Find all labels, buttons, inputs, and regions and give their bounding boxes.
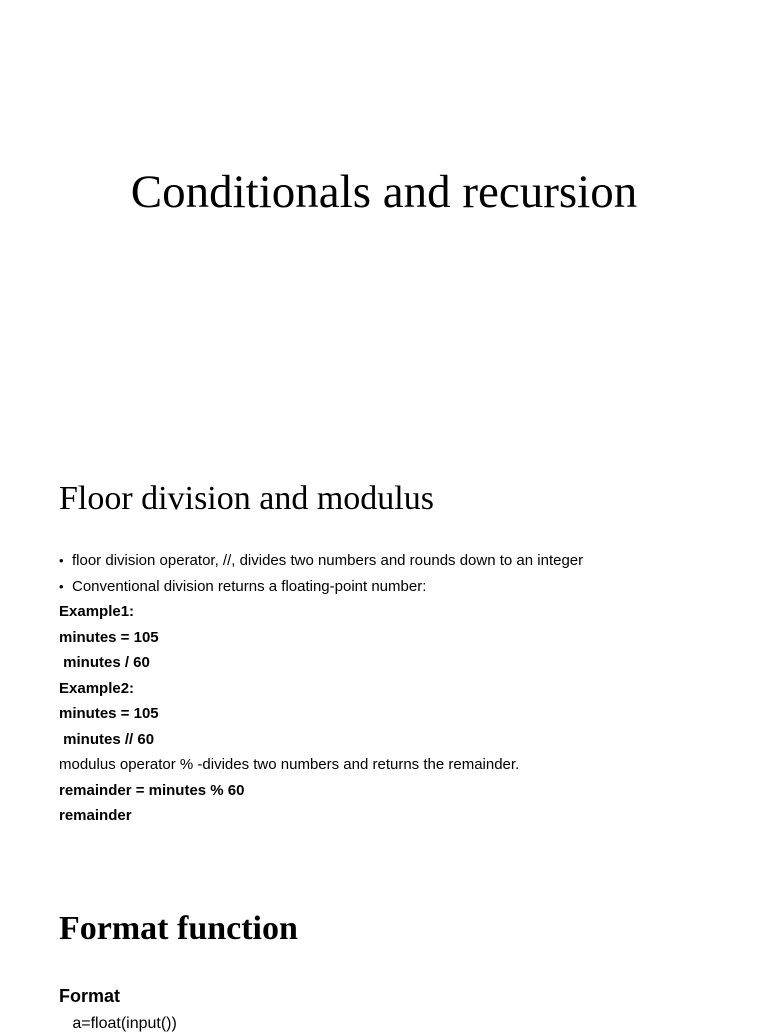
slide-2 <box>0 440 768 860</box>
slide-title: Conditionals and recursion <box>130 166 638 218</box>
bullet-item: • Conventional division returns a floating-point number: <box>59 574 583 600</box>
text-line: remainder <box>59 807 132 824</box>
text-line: Example2: <box>59 679 135 697</box>
content-list <box>59 548 583 829</box>
bullet-item: • floor division operator, //, divides two numbers and rounds down to an integer <box>59 548 583 574</box>
text-line: minutes / 60 <box>59 654 150 671</box>
slide-title: Floor division and modulus <box>59 480 434 517</box>
text-line: Example1: <box>59 603 135 620</box>
text-line: remainder = minutes % 60 <box>59 781 245 799</box>
slide-3 <box>0 860 768 1032</box>
text-line: modulus operator % -divides two numbers and returns the remainder. <box>59 756 520 773</box>
section-subtitle: Format <box>59 986 121 1006</box>
text-line: minutes = 105 <box>59 628 159 646</box>
text-line: minutes = 105 <box>59 705 159 722</box>
text-line: minutes // 60 <box>59 730 155 748</box>
slide-title: Format function <box>59 910 298 947</box>
slide-1 <box>0 0 768 440</box>
code-line: a=float(input()) <box>59 1015 177 1032</box>
